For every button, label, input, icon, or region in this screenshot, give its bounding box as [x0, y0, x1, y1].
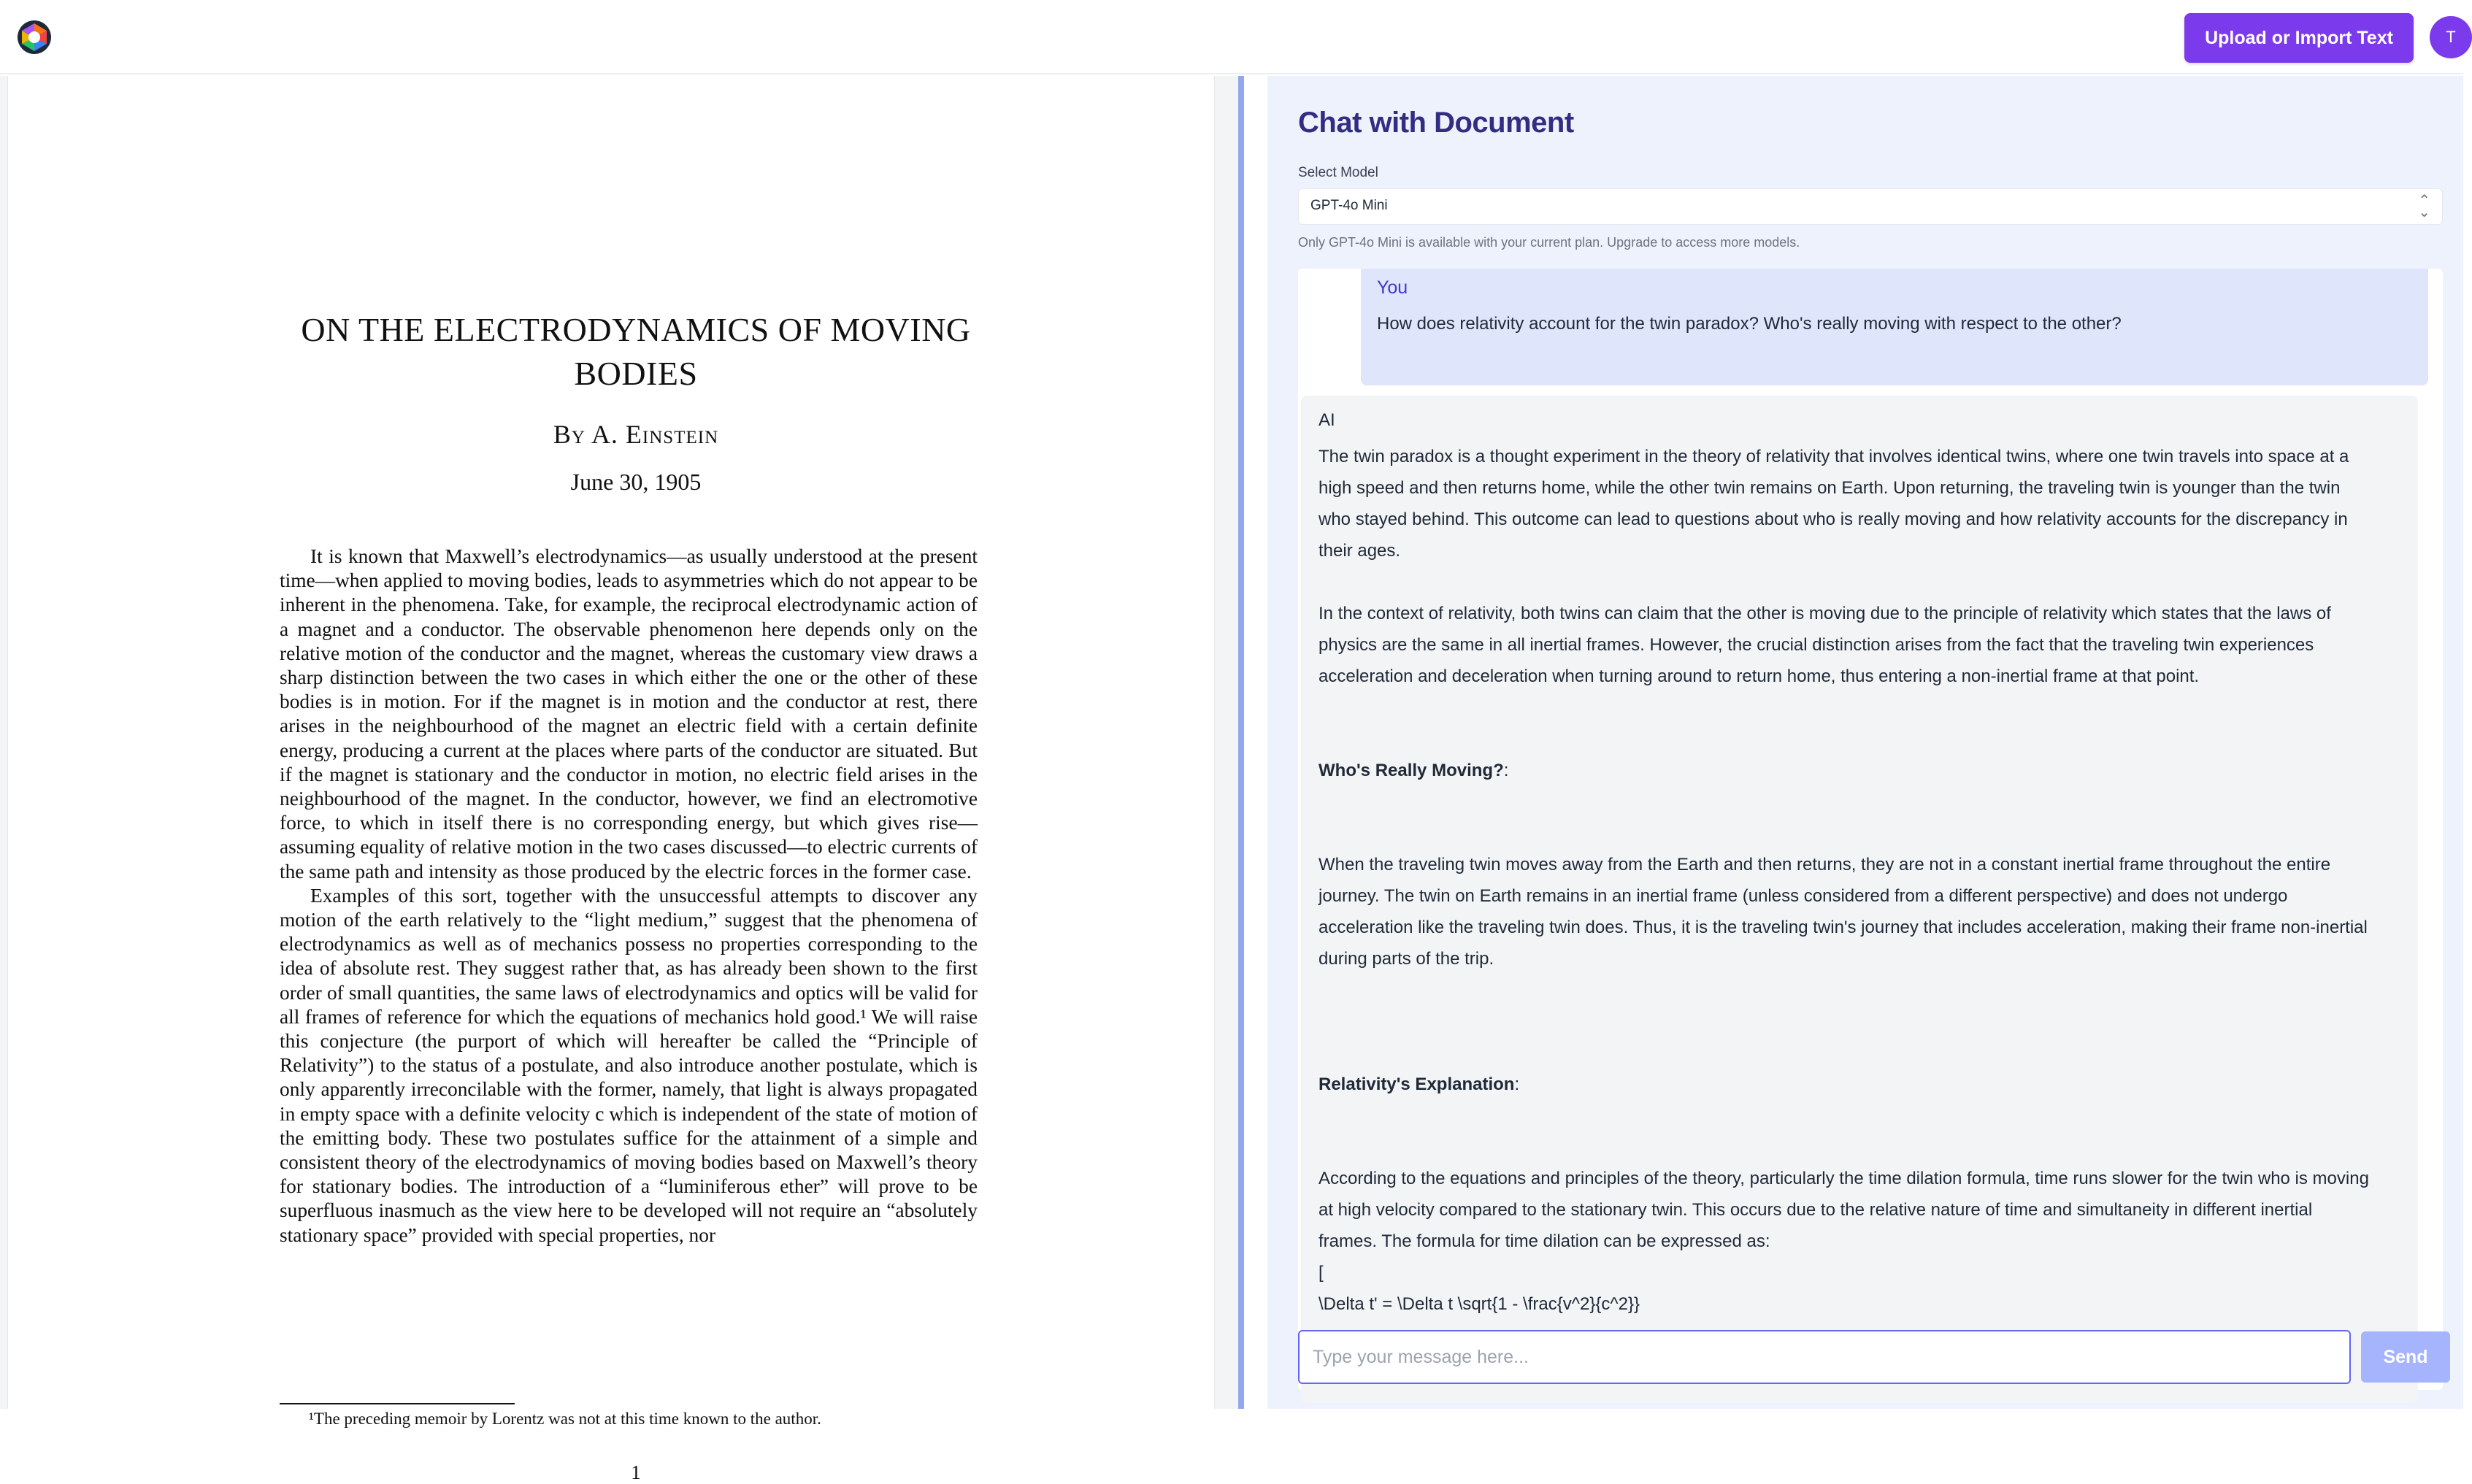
model-select[interactable] [1298, 188, 2443, 225]
model-select-value: GPT-4o Mini [1310, 198, 1388, 213]
document-title: ON THE ELECTRODYNAMICS OF MOVING BODIES [301, 311, 971, 392]
ai-paragraph: According to the equations and principles of the theory, particularly the time dilation formula, time runs slower for the twin who is moving at high velocity compared to the stationary twin. This occurs due to the relative nature of time and simultaneity in different inertial frames. The formula for time dilation can be expressed as: [1318, 1169, 2369, 1251]
ai-paragraph: When the traveling twin moves away from the Earth and then returns, they are not in a constant inertial frame throughout the entire journey. The twin on Earth remains in an inertial frame (unless considered from a different perspective) and does not undergo acceleration like the traveling twin does. Thus, it is the traveling twin's journey that includes acceleration, making their frame non-inertial during parts of the trip. [1318, 855, 2368, 969]
ai-message-body [1318, 441, 2370, 1320]
ai-section-heading: Relativity's Explanation: [1318, 1074, 1520, 1094]
select-updown-icon: ⌃ ⌄ [2418, 193, 2430, 220]
ai-paragraph: In the context of relativity, both twins can claim that the other is moving due to the principle of relativity which states that the laws of physics are the same in all inertial frames. However, the crucial distinction arises from the fact that the traveling twin experiences acceleration and deceleration when turning around to return home, thus entering a non-inertial frame at that point. [1318, 604, 2331, 686]
ai-paragraph: [ [1318, 1263, 1324, 1283]
ai-formula: \Delta t' = \Delta t \sqrt{1 - \frac{v^2}{c^2}} [1318, 1294, 1640, 1314]
message-input[interactable] [1298, 1330, 2351, 1384]
document-footnote: ¹The preceding memoir by Lorentz was not at this time known to the author. [309, 1410, 821, 1428]
chat-heading: Chat with Document [1298, 107, 1574, 139]
document-paragraph: It is known that Maxwell’s electrodynamics—as usually understood at the present time—when applied to moving bodies, leads to asymmetries which do not appear to be inherent in the phenomena. Take, for example, the reciprocal electrodynamic action of a magnet and a conductor. The observable phenomenon here depends only on the relative motion of the conductor and the magnet, whereas the customary view draws a sharp distinction between the two cases in which either the one or the other of these bodies is in motion. For if the magnet is in motion and the conductor at rest, there arises in the neighbourhood of the magnet an electric field with a certain definite energy, producing a current at the places where parts of the conductor are situated. But if the magnet is stationary and the conductor in motion, no electric field arises in the neighbourhood of the magnet. In the conductor, however, we find an electromotive force, to which in itself there is no corresponding energy, but which gives rise—assuming equality of relative motion in the two cases discussed—to electric currents of the same path and intensity as those produced by the electric forces in the former case. [280, 545, 978, 883]
document-date: June 30, 1905 [570, 469, 702, 495]
ai-message [1301, 396, 2418, 1403]
message-composer [1298, 1330, 2443, 1387]
ai-section-heading: Who's Really Moving?: [1318, 761, 1509, 780]
page-number: 1 [631, 1461, 641, 1483]
panel-resize-handle[interactable] [1238, 76, 1244, 1409]
footnote-rule [280, 1403, 515, 1404]
model-plan-hint: Only GPT-4o Mini is available with your current plan. Upgrade to access more models. [1298, 235, 1800, 250]
chat-panel [1267, 76, 2463, 1409]
message-list[interactable] [1298, 269, 2443, 1390]
user-message-label: You [1377, 277, 1408, 298]
document-paragraph: Examples of this sort, together with the unsuccessful attempts to discover any motion of the earth relatively to the “light medium,” suggest that the phenomena of electrodynamics as well as of mechanics possess no properties corresponding to the idea of absolute rest. They suggest rather that, as has already been shown to the first order of small quantities, the same laws of electrodynamics and optics will be valid for all frames of reference for which the equations of mechanics hold good.¹ We will raise this conjecture (the purport of which will hereafter be called the “Principle of Relativity”) to the status of a postulate, and also introduce another postulate, which is only apparently irreconcilable with the former, namely, that light is always propagated in empty space with a definite velocity c which is independent of the state of motion of the emitting body. These two postulates suffice for the attainment of a simple and consistent theory of the electrodynamics of moving bodies based on Maxwell’s theory for stationary bodies. The introduction of a “luminiferous ether” will prove to be superfluous inasmuch as the view here to be developed will not require an “absolutely stationary space” provided with special properties, nor [280, 884, 978, 1246]
user-message-text: How does relativity account for the twin paradox? Who's really moving with respect to the other? [1377, 314, 2122, 334]
document-panel [0, 76, 1241, 1483]
send-button[interactable]: Send [2361, 1331, 2450, 1383]
model-select-label: Select Model [1298, 165, 1378, 180]
ai-paragraph: The twin paradox is a thought experiment in the theory of relativity that involves identical twins, where one twin travels into space at a high speed and then returns home, while the other twin remains on Earth. Upon returning, the traveling twin is younger than the twin who stayed behind. This outcome can lead to questions about who is really moving and how relativity accounts for the discrepancy in their ages. [1318, 447, 2349, 561]
document-page [7, 76, 1215, 1483]
ai-message-label: AI [1318, 410, 1335, 430]
document-body [280, 545, 978, 1247]
app-logo-icon[interactable] [16, 19, 53, 55]
document-author: By A. Einstein [553, 420, 719, 449]
avatar[interactable]: T [2430, 16, 2472, 58]
top-header [0, 0, 2463, 74]
user-message [1361, 269, 2428, 385]
upload-import-button[interactable]: Upload or Import Text [2184, 13, 2414, 63]
